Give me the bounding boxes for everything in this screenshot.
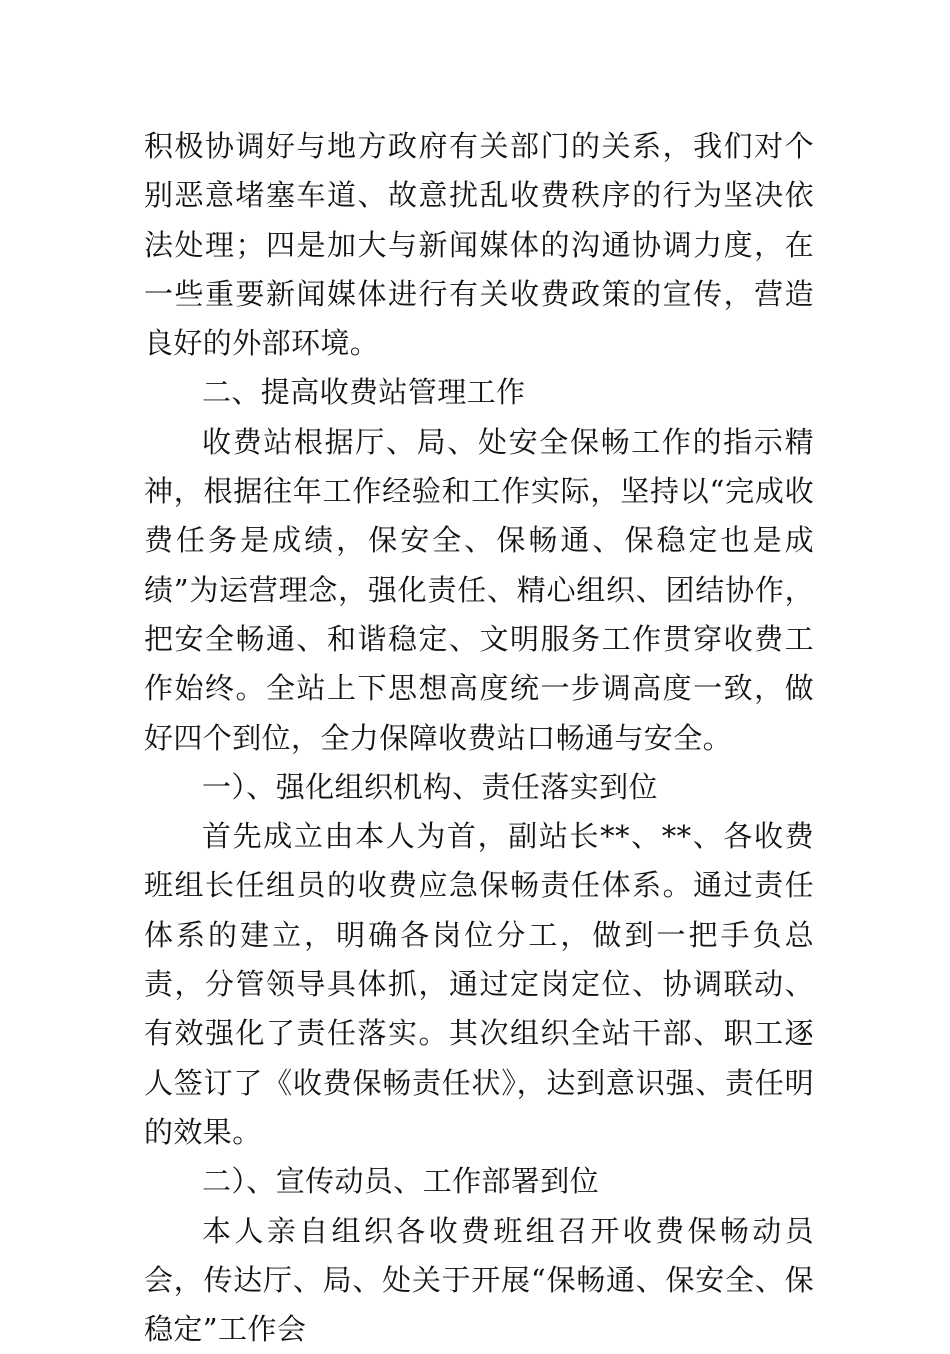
subsection-heading-organization: 一）、强化组织机构、责任落实到位: [202, 769, 658, 804]
section-heading-management: 二、提高收费站管理工作: [202, 375, 526, 410]
subsection-heading-publicity: 二）、宣传动员、工作部署到位: [202, 1164, 600, 1199]
paragraph-body: 本人亲自组织各收费班组召开收费保畅动员会，传达厅、局、处关于开展“保畅通、保安全、保稳定”工作会: [144, 1213, 814, 1347]
paragraph-continuation: 积极协调好与地方政府有关部门的关系，我们对个别恶意堵塞车道、故意扰乱收费秩序的行为坚决依法处理；四是加大与新闻媒体的沟通协调力度，在一些重要新闻媒体进行有关收费政策的宣传，营造良好的外部环境。: [144, 129, 814, 361]
paragraph-body: 首先成立由本人为首，副站长**、**、各收费班组长任组员的收费应急保畅责任体系。通过责任体系的建立，明确各岗位分工，做到一把手负总责，分管领导具体抓，通过定岗定位、协调联动、有效强化了责任落实。其次组织全站干部、职工逐人签订了《收费保畅责任状》，达到意识强、责任明的效果。: [144, 819, 814, 1149]
document-body: [144, 122, 814, 1354]
paragraph-body: 收费站根据厅、局、处安全保畅工作的指示精神，根据往年工作经验和工作实际，坚持以“完成收费任务是成绩，保安全、保畅通、保稳定也是成绩”为运营理念，强化责任、精心组织、团结协作，把安全畅通、和谐稳定、文明服务工作贯穿收费工作始终。全站上下思想高度统一步调高度一致，做好四个到位，全力保障收费站口畅通与安全。: [144, 424, 814, 755]
